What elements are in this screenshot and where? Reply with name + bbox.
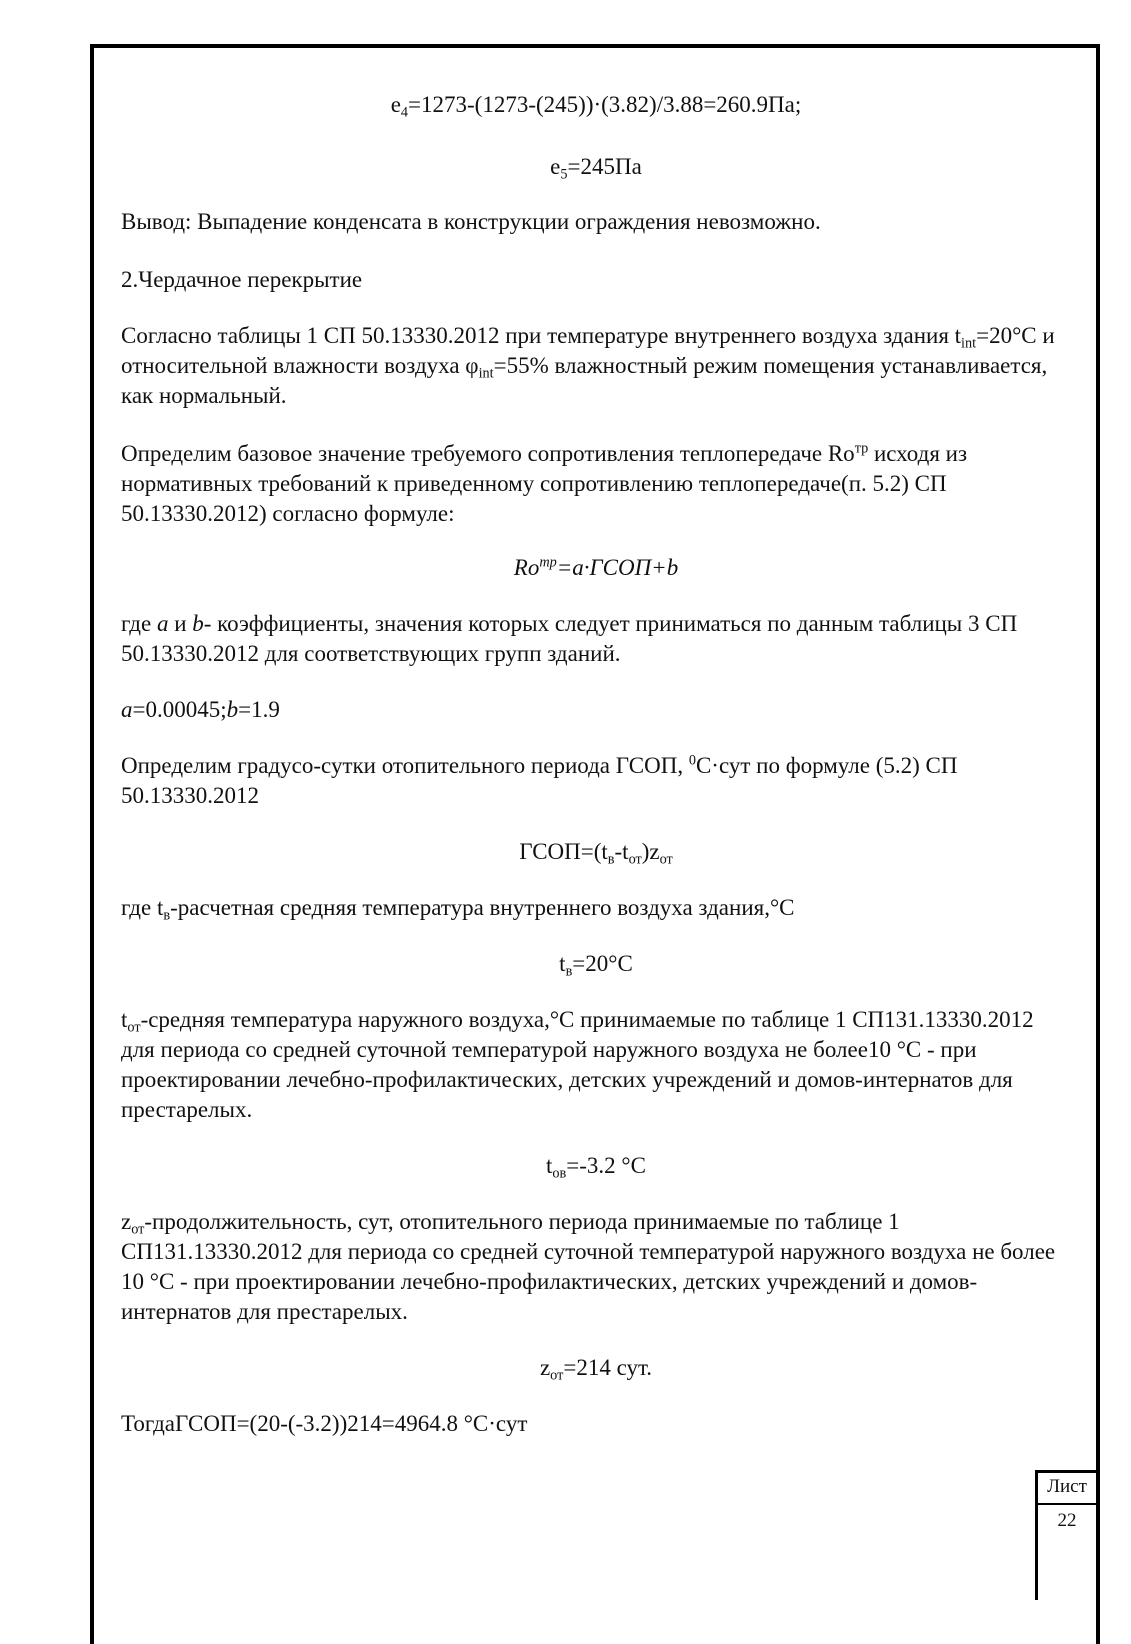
formula-zot: $z_{от}=214$ сут. — [539, 1355, 653, 1384]
paragraph-tot: $t_{от}$-средняя температура наружного воздуха,°С принимаемые по таблице 1 СП131.13330.2012 для периода со средней суточной температурой наружного воздуха не более10 °С - при проектировании лечебно-профилактических, детских учреждений и домов-интернатов для престарелых. — [121, 1007, 1034, 1122]
sheet-number-stamp — [1035, 1470, 1096, 1600]
sheet-number: 22 — [1057, 1510, 1077, 1531]
paragraph-coefficients: где a и b- коэффициенты, значения которых следует приниматься по данным таблицы 3 СП 50.13330.2012 для соответствующих групп зданий. — [121, 611, 1018, 666]
final-result: ТогдаГСОП=(20-(-3.2))214=4964.8 °С·сут — [121, 1411, 528, 1436]
formula-ro: $Ro^{тр}=a\cdot ГСОП+b$ — [513, 554, 679, 580]
sheet-label: Лист — [1047, 1476, 1087, 1497]
formula-e5: $e_5=245Па$ — [550, 154, 642, 183]
formula-tov: $t_{ов}=-3.2$ °С — [546, 1153, 646, 1182]
formula-tv: $t_в=20^\circ С$ — [559, 951, 633, 980]
coefficient-values: a=0.00045;b=1.9 — [121, 697, 280, 722]
paragraph-resistance: Определим базовое значение требуемого сопротивления теплопередаче $Ro^{тр}$ исходя из нормативных требований к приведенному сопротивлению теплопередаче(п. 5.2) СП 50.13330.2012) согласно формуле: — [121, 440, 968, 526]
conclusion-text: Вывод: Выпадение конденсата в конструкции ограждения невозможно. — [121, 209, 821, 234]
paragraph-zot: $z_{от}$-продолжительность, сут, отопительного периода принимаемые по таблице 1 СП131.13330.2012 для периода со средней суточной температурой наружного воздуха не более 10 °С - при проектировании лечебно-профилактических, детских учреждений и домов-интернатов для престарелых. — [121, 1209, 1056, 1324]
paragraph-tv: где $t_в$-расчетная средняя температура внутреннего воздуха здания,°С — [121, 895, 795, 924]
stamp-divider — [1038, 1503, 1096, 1505]
formula-e4: $e_4=1273-(1273-(245))\cdot(3.82)/3.88=260.9Па$; — [390, 92, 802, 121]
paragraph-gsop: Определим градусо-сутки отопительного периода ГСОП, $^0$С·сут по формуле (5.2) СП 50.13330.2012 — [121, 752, 958, 808]
paragraph-humidity: Согласно таблицы 1 СП 50.13330.2012 при температуре внутреннего воздуха здания $t_{int}=20^\circ C$ и относительной влажности воздуха $\varphi_{int}=55\%$ влажностный режим помещения устанавливается, как нормальный. — [121, 323, 1055, 408]
document-body — [121, 90, 1071, 1439]
formula-gsop: $ГСОП=(t_в-t_{от})z_{от}$ — [519, 839, 673, 868]
section-title: 2.Чердачное перекрытие — [121, 267, 363, 292]
